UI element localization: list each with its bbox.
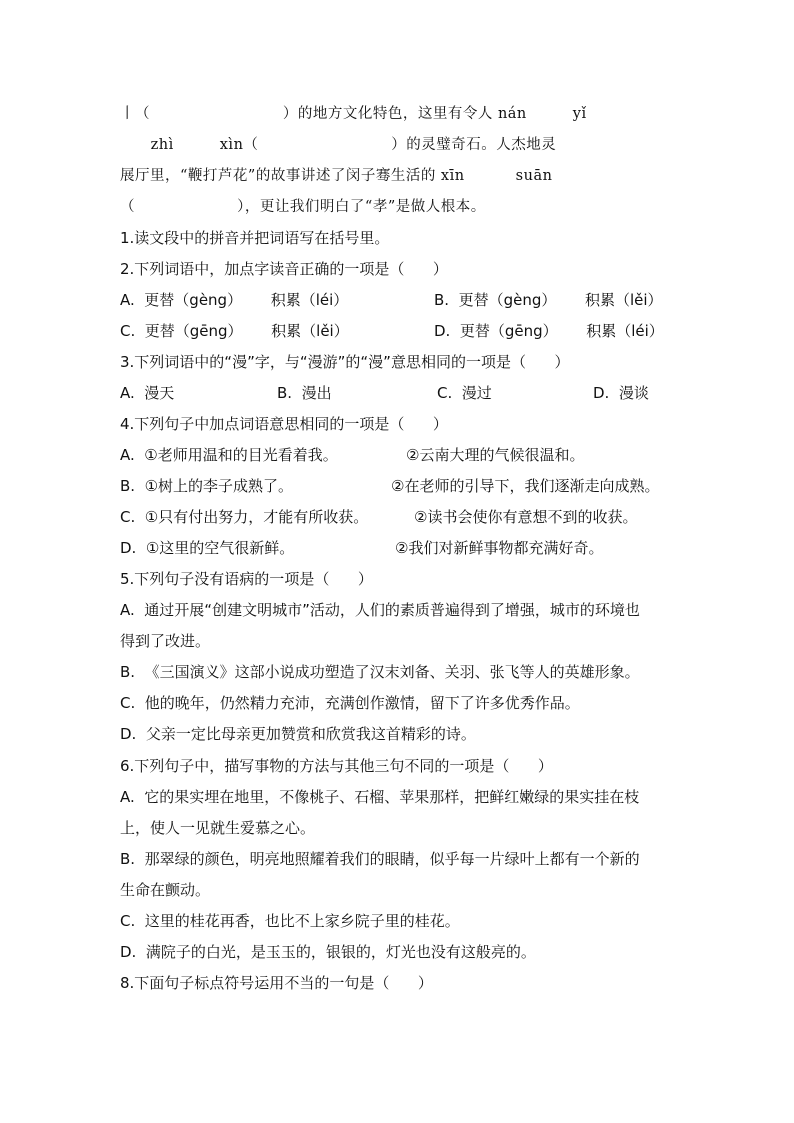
q4-option-c-1: C. ①只有付出努力，才能有所收获。 [120, 508, 369, 526]
q3-option-d: D. 漫谈 [593, 384, 649, 402]
q2-option-a: A. 更替（gèng） 积累（léi） [120, 291, 349, 309]
q4-option-a-2: ②云南大理的气候很温和。 [406, 446, 585, 464]
q3-option-c: C. 漫过 [437, 384, 492, 402]
question-8: 8.下面句子标点符号运用不当的一句是（ ） [120, 974, 433, 992]
q5-option-c: C. 他的晚年，仍然精力充沛，充满创作激情，留下了许多优秀作品。 [120, 694, 580, 712]
question-1: 1.读文段中的拼音并把词语写在括号里。 [120, 229, 390, 247]
passage-line-2: zhì xìn（ ）的灵璧奇石。人杰地灵 [120, 137, 557, 153]
q5-option-a: A. 通过开展“创建文明城市”活动，人们的素质普遍得到了增强，城市的环境也 [120, 601, 640, 619]
q2-option-b: B. 更替（gèng） 积累（lěi） [434, 291, 663, 309]
q6-option-d: D. 满院子的白光，是玉玉的，银银的，灯光也没有这般亮的。 [120, 943, 536, 961]
question-2: 2.下列词语中，加点字读音正确的一项是（ ） [120, 260, 448, 278]
question-3: 3.下列词语中的“漫”字，与“漫游”的“漫”意思相同的一项是（ ） [120, 353, 570, 371]
q5-option-a-cont: 得到了改进。 [120, 632, 211, 650]
q6-option-a: A. 它的果实埋在地里，不像桃子、石榴、苹果那样，把鲜红嫩绿的果实挂在枝 [120, 788, 640, 806]
q4-option-d-2: ②我们对新鲜事物都充满好奇。 [395, 539, 604, 557]
q2-option-c: C. 更替（gēng） 积累（lěi） [120, 322, 349, 340]
q4-option-b-1: B. ①树上的李子成熟了。 [120, 477, 294, 495]
q2-option-d: D. 更替（gēng） 积累（léi） [434, 322, 664, 340]
q6-option-b-cont: 生命在颤动。 [120, 881, 211, 899]
passage-line-4: （ ），更让我们明白了“孝”是做人根本。 [120, 199, 486, 215]
q6-option-c: C. 这里的桂花再香，也比不上家乡院子里的桂花。 [120, 912, 460, 930]
passage-line-3: 展厅里，“鞭打芦花”的故事讲述了闵子骞生活的 xīn suān [120, 168, 553, 184]
q5-option-b: B. 《三国演义》这部小说成功塑造了汉末刘备、关羽、张飞等人的英雄形象。 [120, 663, 640, 681]
q4-option-d-1: D. ①这里的空气很新鲜。 [120, 539, 295, 557]
q4-option-a-1: A. ①老师用温和的目光看着我。 [120, 446, 338, 464]
q6-option-a-cont: 上，使人一见就生爱慕之心。 [120, 819, 316, 837]
passage-line-1: 丨（ ）的地方文化特色，这里有令人 nán yǐ [120, 106, 587, 122]
question-5: 5.下列句子没有语病的一项是（ ） [120, 570, 373, 588]
q4-option-b-2: ②在老师的引导下，我们逐渐走向成熟。 [391, 477, 660, 495]
q3-option-b: B. 漫出 [277, 384, 332, 402]
question-6: 6.下列句子中，描写事物的方法与其他三句不同的一项是（ ） [120, 757, 553, 775]
q4-option-c-2: ②读书会使你有意想不到的收获。 [414, 508, 638, 526]
q5-option-d: D. 父亲一定比母亲更加赞赏和欣赏我这首精彩的诗。 [120, 725, 476, 743]
q3-option-a: A. 漫天 [120, 384, 175, 402]
q6-option-b: B. 那翠绿的颜色，明亮地照耀着我们的眼睛，似乎每一片绿叶上都有一个新的 [120, 850, 640, 868]
question-4: 4.下列句子中加点词语意思相同的一项是（ ） [120, 415, 448, 433]
